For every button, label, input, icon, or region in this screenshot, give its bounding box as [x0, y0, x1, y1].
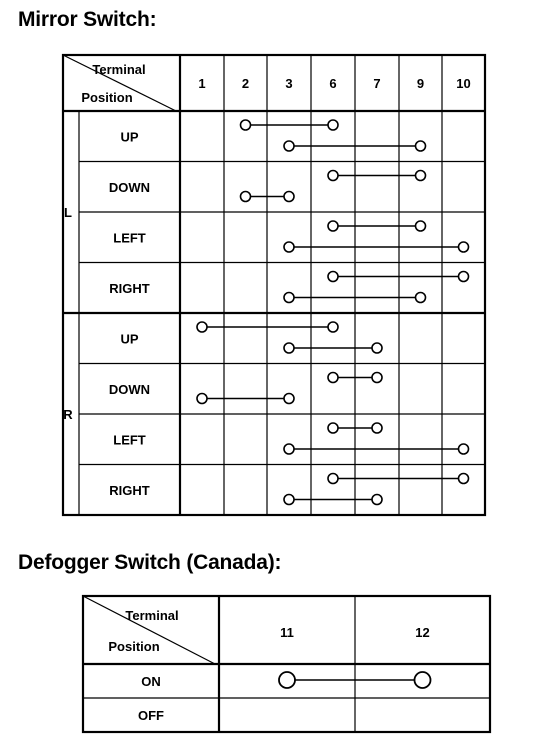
continuity-terminal [241, 192, 251, 202]
mirror-switch-title: Mirror Switch: [18, 8, 157, 31]
mirror-terminal-label: 7 [373, 76, 381, 91]
mirror-position-label: DOWN [108, 381, 151, 397]
continuity-terminal [197, 322, 207, 332]
mirror-position-label: LEFT [113, 432, 146, 448]
continuity-terminal [328, 120, 338, 130]
defogger-switch-title: Defogger Switch (Canada): [18, 551, 282, 574]
continuity-terminal [372, 495, 382, 505]
continuity-terminal [328, 423, 338, 433]
continuity-terminal [328, 221, 338, 231]
mirror-terminal-label: 3 [285, 76, 293, 91]
continuity-terminal [284, 444, 294, 454]
defogger-position-label: OFF [138, 708, 164, 723]
continuity-terminal [197, 394, 207, 404]
mirror-position-label: LEFT [113, 230, 146, 246]
mirror-position-label: DOWN [108, 179, 151, 195]
defogger-terminal-label: 11 [280, 625, 294, 640]
mirror-terminal-label: 6 [329, 76, 337, 91]
mirror-terminal-label: 1 [198, 76, 206, 91]
continuity-terminal [372, 423, 382, 433]
mirror-position-label: UP [120, 331, 139, 347]
continuity-terminal [284, 192, 294, 202]
mirror-position-label: RIGHT [109, 482, 150, 498]
mirror-terminal-label: 2 [241, 76, 250, 91]
continuity-terminal [459, 444, 469, 454]
continuity-terminal [416, 171, 426, 181]
continuity-terminal [459, 242, 469, 252]
defogger-position-label: ON [141, 674, 161, 689]
continuity-terminal [279, 672, 295, 688]
mirror-header-terminal: Terminal [92, 62, 146, 77]
continuity-terminal [284, 343, 294, 353]
defogger-header-position: Position [108, 639, 160, 654]
continuity-terminal [241, 120, 251, 130]
defogger-terminal-label: 12 [415, 625, 430, 640]
mirror-position-label: UP [120, 129, 139, 145]
mirror-terminal-label: 9 [416, 76, 425, 91]
continuity-terminal [284, 293, 294, 303]
continuity-terminal [372, 343, 382, 353]
mirror-terminal-label: 10 [456, 76, 471, 91]
mirror-side-label: L [64, 205, 72, 220]
mirror-header-position: Position [81, 90, 133, 105]
continuity-terminal [416, 221, 426, 231]
continuity-terminal [328, 474, 338, 484]
continuity-terminal [328, 373, 338, 383]
continuity-terminal [415, 672, 431, 688]
continuity-terminal [416, 293, 426, 303]
continuity-terminal [284, 495, 294, 505]
continuity-terminal [328, 272, 338, 282]
mirror-position-label: RIGHT [109, 280, 150, 296]
continuity-terminal [459, 474, 469, 484]
continuity-terminal [328, 171, 338, 181]
continuity-terminal [328, 322, 338, 332]
continuity-terminal [284, 141, 294, 151]
mirror-side-label: R [63, 407, 73, 422]
continuity-terminal [284, 394, 294, 404]
continuity-terminal [416, 141, 426, 151]
continuity-terminal [372, 373, 382, 383]
defogger-header-terminal: Terminal [125, 608, 179, 623]
continuity-terminal [284, 242, 294, 252]
continuity-terminal [459, 272, 469, 282]
